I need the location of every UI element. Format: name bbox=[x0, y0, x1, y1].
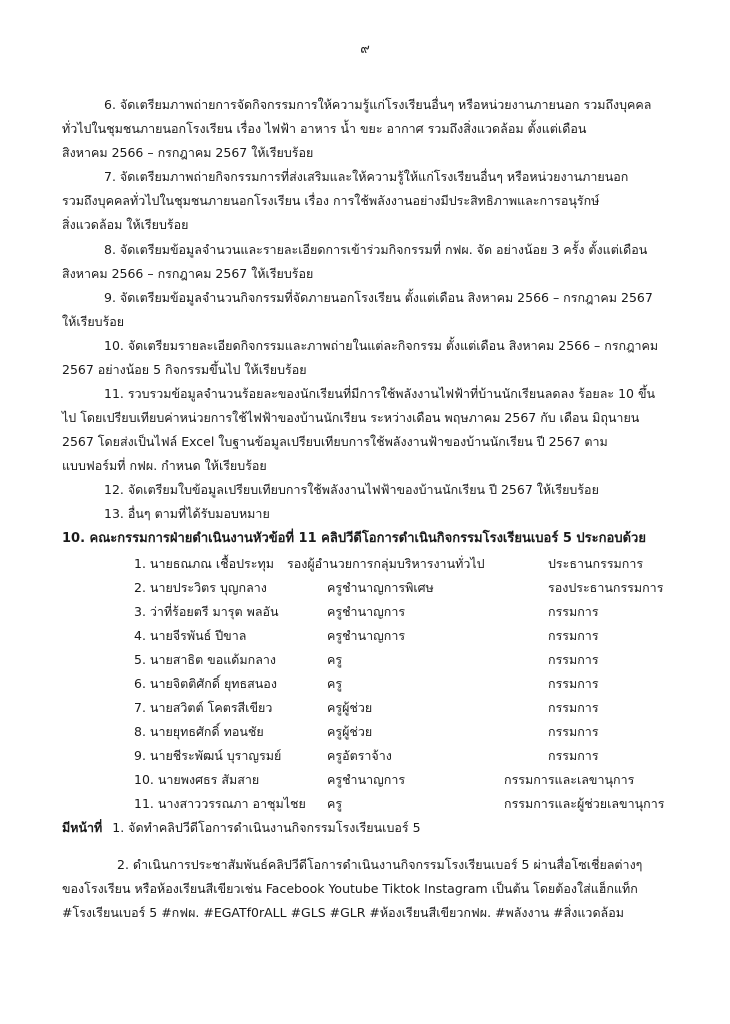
duty-2-line-3: #โรงเรียนเบอร์ 5 #กฟผ. #EGATf0rALL #GLS #GLR #ห้องเรียนสีเขียวกฟผ. #พลังงาน #สิ่งแวดล้อม bbox=[62, 905, 624, 920]
item-11-line-3: 2567 โดยส่งเป็นไฟล์ Excel ใบฐานข้อมูลเปรียบเทียบการใช้พลังงานฟ้าของบ้านนักเรียน ปี 2567 ตาม bbox=[62, 434, 608, 449]
member-name: 10. นายพงศธร สัมสาย bbox=[134, 772, 260, 787]
item-11-line-2: ไป โดยเปรียบเทียบค่าหน่วยการใช้ไฟฟ้าของบ้านนักเรียน ระหว่างเดือน พฤษภาคม 2567 กับ เดือน มิถุนายน bbox=[62, 410, 640, 425]
member-role: กรรมการ bbox=[548, 748, 599, 763]
duty-2-line-1: 2. ดำเนินการประชาสัมพันธ์คลิปวีดีโอการดำเนินงานกิจกรรมโรงเรียนเบอร์ 5 ผ่านสื่อโซเชี่ยลต่างๆ bbox=[117, 857, 643, 872]
item-8-line-1: 8. จัดเตรียมข้อมูลจำนวนและรายละเอียดการเข้าร่วมกิจกรรมที่ กฟผ. จัด อย่างน้อย 3 ครั้ง ตั้งแต่เดือน bbox=[104, 242, 648, 257]
member-name: 11. นางสาววรรณภา อาชุมไชย bbox=[134, 796, 306, 811]
member-name: 2. นายประวิตร บุญกลาง bbox=[134, 580, 267, 595]
item-11-line-1: 11. รวบรวมข้อมูลจำนวนร้อยละของนักเรียนที่มีการใช้พลังงานไฟฟ้าที่บ้านนักเรียนลดลง ร้อยละ 10 ขึ้น bbox=[104, 386, 656, 401]
committee-row bbox=[0, 699, 730, 716]
member-position: ครูผู้ช่วย bbox=[327, 700, 373, 715]
member-name: 1. นายธณภณ เชื้อประทุม bbox=[134, 556, 274, 571]
item-7-line-1: 7. จัดเตรียมภาพถ่ายกิจกรรมการที่ส่งเสริมและให้ความรู้ให้แก่โรงเรียนอื่นๆ หรือหน่วยงานภายนอก bbox=[104, 169, 629, 184]
item-12-line-1: 12. จัดเตรียมใบข้อมูลเปรียบเทียบการใช้พลังงานไฟฟ้าของบ้านนักเรียน ปี 2567 ให้เรียบร้อย bbox=[104, 482, 599, 497]
duty-2-line-2: ของโรงเรียน หรือห้องเรียนสีเขียวเช่น Facebook Youtube Tiktok Instagram เป็นต้น โดยต้องใส่แฮ็กแท็ก bbox=[62, 881, 638, 896]
committee-heading: 10. คณะกรรมการฝ่ายดำเนินงานหัวข้อที่ 11 คลิปวีดีโอการดำเนินกิจกรรมโรงเรียนเบอร์ 5 ประกอบด้วย bbox=[62, 531, 646, 546]
item-9-line-2: ให้เรียบร้อย bbox=[62, 314, 125, 329]
member-role: กรรมการ bbox=[548, 676, 599, 691]
item-6-line-2: ทั่วไปในชุมชนภายนอกโรงเรียน เรื่อง ไฟฟ้า อาหาร น้ำ ขยะ อากาศ รวมถึงสิ่งแวดล้อม ตั้งแต่เดือน bbox=[62, 121, 587, 136]
member-role: กรรมการ bbox=[548, 628, 599, 643]
committee-row bbox=[0, 747, 730, 764]
member-role: รองประธานกรรมการ bbox=[548, 580, 664, 595]
member-name: 4. นายจีรพันธ์ ปีขาล bbox=[134, 628, 247, 643]
member-role: กรรมการ bbox=[548, 700, 599, 715]
item-11-line-4: แบบฟอร์มที่ กฟผ. กำหนด ให้เรียบร้อย bbox=[62, 458, 267, 473]
item-7-line-2: รวมถึงบุคคลทั่วไปในชุมชนภายนอกโรงเรียน เรื่อง การใช้พลังงานอย่างมีประสิทธิภาพและการอนุรักษ์ bbox=[62, 193, 600, 208]
committee-row bbox=[0, 579, 730, 596]
committee-row bbox=[0, 723, 730, 740]
committee-row bbox=[0, 675, 730, 692]
member-role: กรรมการ bbox=[548, 724, 599, 739]
item-8-line-2: สิงหาคม 2566 – กรกฎาคม 2567 ให้เรียบร้อย bbox=[62, 266, 314, 281]
committee-row bbox=[0, 795, 730, 812]
committee-row bbox=[0, 651, 730, 668]
item-7-line-3: สิ่งแวดล้อม ให้เรียบร้อย bbox=[62, 217, 189, 232]
member-role: กรรมการและผู้ช่วยเลขานุการ bbox=[504, 796, 665, 811]
member-role: ประธานกรรมการ bbox=[548, 556, 644, 571]
member-name: 6. นายจิตติศักดิ์ ยุทธสนอง bbox=[134, 676, 277, 691]
member-name: 5. นายสาธิต ขอแด้มกลาง bbox=[134, 652, 276, 667]
member-position: ครูอัตราจ้าง bbox=[327, 748, 392, 763]
member-role: กรรมการและเลขานุการ bbox=[504, 772, 635, 787]
member-position: ครู bbox=[327, 796, 343, 811]
member-position: รองผู้อำนวยการกลุ่มบริหารงานทั่วไป bbox=[287, 556, 485, 571]
member-position: ครูชำนาญการ bbox=[327, 604, 406, 619]
duties-line-1 bbox=[62, 820, 421, 836]
member-role: กรรมการ bbox=[548, 652, 599, 667]
item-6-line-1: 6. จัดเตรียมภาพถ่ายการจัดกิจกรรมการให้ความรู้แก่โรงเรียนอื่นๆ หรือหน่วยงานภายนอก รวมถึงบุคคล bbox=[104, 97, 652, 112]
member-position: ครูผู้ช่วย bbox=[327, 724, 373, 739]
member-name: 3. ว่าที่ร้อยตรี มารุต พลอัน bbox=[134, 604, 279, 619]
member-position: ครู bbox=[327, 652, 343, 667]
item-10-line-2: 2567 อย่างน้อย 5 กิจกรรมขึ้นไป ให้เรียบร้อย bbox=[62, 362, 307, 377]
member-position: ครูชำนาญการ bbox=[327, 772, 406, 787]
member-position: ครูชำนาญการพิเศษ bbox=[327, 580, 434, 595]
committee-row bbox=[0, 555, 730, 572]
committee-row bbox=[0, 603, 730, 620]
committee-row bbox=[0, 771, 730, 788]
member-role: กรรมการ bbox=[548, 604, 599, 619]
duty-1: 1. จัดทำคลิปวีดีโอการดำเนินงานกิจกรรมโรงเรียนเบอร์ 5 bbox=[112, 820, 421, 835]
duties-label: มีหน้าที่ bbox=[62, 820, 103, 835]
member-position: ครู bbox=[327, 676, 343, 691]
item-13-line-1: 13. อื่นๆ ตามที่ได้รับมอบหมาย bbox=[104, 506, 270, 521]
member-position: ครูชำนาญการ bbox=[327, 628, 406, 643]
item-6-line-3: สิงหาคม 2566 – กรกฎาคม 2567 ให้เรียบร้อย bbox=[62, 145, 314, 160]
page-number: ๙ bbox=[360, 42, 370, 57]
item-9-line-1: 9. จัดเตรียมข้อมูลจำนวนกิจกรรมที่จัดภายนอกโรงเรียน ตั้งแต่เดือน สิงหาคม 2566 – กรกฎาคม 2567 bbox=[104, 290, 653, 305]
member-name: 7. นายสวิตต์ โคตรสีเขียว bbox=[134, 700, 273, 715]
item-10-line-1: 10. จัดเตรียมรายละเอียดกิจกรรมและภาพถ่ายในแต่ละกิจกรรม ตั้งแต่เดือน สิงหาคม 2566 – กรกฎาคม bbox=[104, 338, 659, 353]
member-name: 9. นายชีระพัฒน์ บุราญรมย์ bbox=[134, 748, 282, 763]
committee-row bbox=[0, 627, 730, 644]
member-name: 8. นายยุทธศักดิ์ ทอนชัย bbox=[134, 724, 264, 739]
